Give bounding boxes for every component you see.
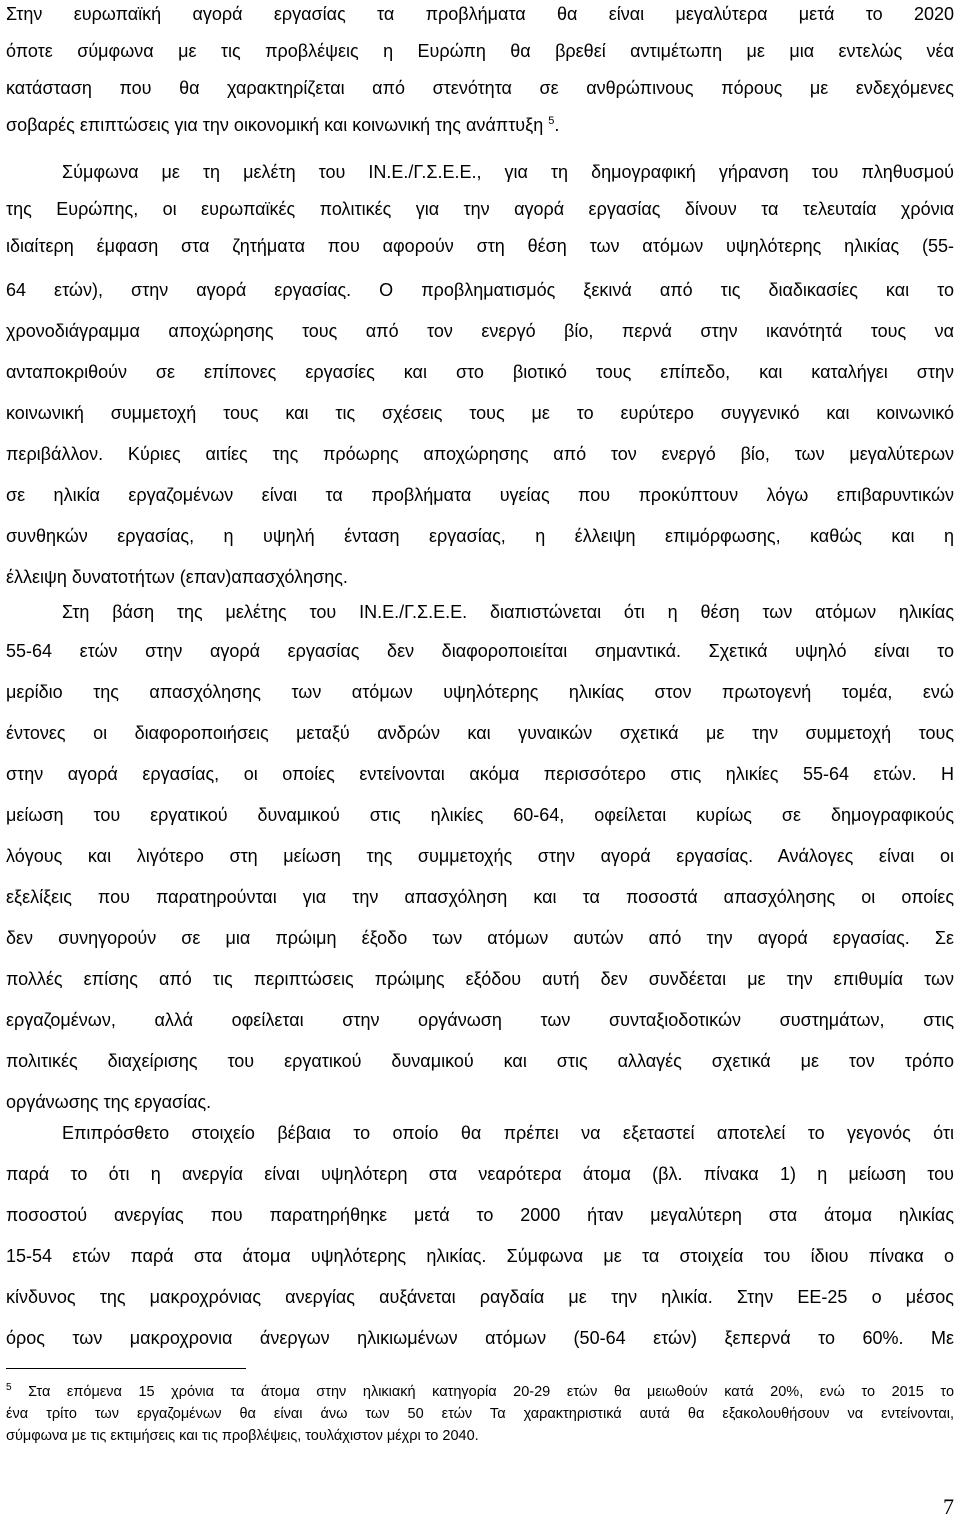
text-line: στην αγορά εργασίας, οι οποίες εντείνονται ακόμα περισσότερο στις ηλικίες 55-64 ετών. Η: [6, 764, 954, 784]
text-line: έντονες οι διαφοροποιήσεις μεταξύ ανδρών και γυναικών σχετικά με την συμμετοχή τους: [6, 723, 954, 743]
text-line: 15-54 ετών παρά στα άτομα υψηλότερης ηλικίας. Σύμφωνα με τα στοιχεία του ίδιου πίνακα ο: [6, 1246, 954, 1266]
page-number: 7: [943, 1494, 954, 1519]
text-line: εξελίξεις που παρατηρούνται για την απασχόληση και τα ποσοστά απασχόλησης οι οποίες: [6, 887, 954, 907]
text-line: κοινωνική συμμετοχή τους και τις σχέσεις τους με το ευρύτερο συγγενικό και κοινωνικό: [6, 403, 954, 423]
text-line: Στη βάση της μελέτης του ΙΝ.Ε./Γ.Σ.Ε.Ε. διαπιστώνεται ότι η θέση των ατόμων ηλικίας: [62, 602, 954, 622]
text-line: όρος των μακροχρονια άνεργων ηλικιωμένων ατόμων (50-64 ετών) ξεπερνά το 60%. Με: [6, 1328, 954, 1348]
footnote-separator: [6, 1368, 246, 1369]
footnote-line-content: Στα επόμενα 15 χρόνια τα άτομα στην ηλικιακή κατηγορία 20-29 ετών θα μειωθούν κατά 20%, ενώ το 2015 το: [28, 1384, 955, 1400]
text-line: Επιπρόσθετο στοιχείο βέβαια το οποίο θα πρέπει να εξεταστεί αποτελεί το γεγονός ότι: [62, 1123, 954, 1143]
text-line: της Ευρώπης, οι ευρωπαϊκές πολιτικές για την αγορά εργασίας δίνουν τα τελευταία χρόνια: [6, 199, 954, 219]
text-line: Στην ευρωπαϊκή αγορά εργασίας τα προβλήματα θα είναι μεγαλύτερα μετά το 2020: [6, 4, 954, 24]
text-line: ποσοστού ανεργίας που παρατηρήθηκε μετά το 2000 ήταν μεγαλύτερη στα άτομα ηλικίας: [6, 1205, 954, 1225]
text-line: ανταποκριθούν σε επίπονες εργασίες και στο βιοτικό τους επίπεδο, και καταλήγει στην: [6, 362, 954, 382]
footnote-line: ένα τρίτο των εργαζομένων θα είναι άνω των 50 ετών Τα χαρακτηριστικά αυτά θα εξακολουθήσουν να εντείνονται,: [6, 1406, 954, 1422]
text-line: εργαζομένων, αλλά οφείλεται στην οργάνωση των συνταξιοδοτικών συστημάτων, στις: [6, 1010, 954, 1030]
text-line: κατάσταση που θα χαρακτηρίζεται από στενότητα σε ανθρώπινους πόρους με ενδεχόμενες: [6, 78, 954, 98]
text-line: έλλειψη δυνατοτήτων (επαν)απασχόλησης.: [6, 567, 348, 587]
text-line-content: σοβαρές επιπτώσεις για την οικονομική και κοινωνική της ανάπτυξη: [6, 115, 544, 135]
sentence-end: .: [554, 115, 560, 135]
text-line: όποτε σύμφωνα με τις προβλέψεις η Ευρώπη θα βρεθεί αντιμέτωπη με μια εντελώς νέα: [6, 41, 954, 61]
text-line: πολλές επίσης από τις περιπτώσεις πρώιμης εξόδου αυτή δεν συνδέεται με την επιθυμία των: [6, 969, 954, 989]
footnote-reference[interactable]: 5: [548, 115, 555, 127]
text-line: πολιτικές διαχείρισης του εργατικού δυναμικού και στις αλλαγές σχετικά με τον τρόπο: [6, 1051, 954, 1071]
text-line: [6, 111, 954, 139]
text-line: συνθηκών εργασίας, η υψηλή ένταση εργασίας, η έλλειψη επιμόρφωσης, καθώς και η: [6, 526, 954, 546]
text-line: σε ηλικία εργαζομένων είναι τα προβλήματα υγείας που προκύπτουν λόγω επιβαρυντικών: [6, 485, 954, 505]
text-line: Σύμφωνα με τη μελέτη του ΙΝ.Ε./Γ.Σ.Ε.Ε., για τη δημογραφική γήρανση του πληθυσμού: [62, 162, 954, 182]
text-line: 64 ετών), στην αγορά εργασίας. Ο προβληματισμός ξεκινά από τις διαδικασίες και το: [6, 280, 954, 300]
text-line: χρονοδιάγραμμα αποχώρησης τους από τον ενεργό βίο, περνά στην ικανότητά τους να: [6, 321, 954, 341]
text-line: δεν συνηγορούν σε μια πρώιμη έξοδο των ατόμων αυτών από την αγορά εργασίας. Σε: [6, 928, 954, 948]
text-line: μείωση του εργατικού δυναμικού στις ηλικίες 60-64, οφείλεται κυρίως σε δημογραφικούς: [6, 805, 954, 825]
text-line: λόγους και λιγότερο στη μείωση της συμμετοχής στην αγορά εργασίας. Ανάλογες είναι οι: [6, 846, 954, 866]
footnote-line: σύμφωνα με τις εκτιμήσεις και τις προβλέψεις, τουλάχιστον μέχρι το 2040.: [6, 1428, 479, 1444]
text-line: οργάνωσης της εργασίας.: [6, 1092, 212, 1112]
text-line: περιβάλλον. Κύριες αιτίες της πρόωρης αποχώρησης από τον ενεργό βίο, των μεγαλύτερων: [6, 444, 954, 464]
text-line: μερίδιο της απασχόλησης των ατόμων υψηλότερης ηλικίας στον πρωτογενή τομέα, ενώ: [6, 682, 954, 702]
footnote-number: 5: [6, 1382, 12, 1394]
footnote-line: [6, 1381, 954, 1403]
text-line: κίνδυνος της μακροχρόνιας ανεργίας αυξάνεται ραγδαία με την ηλικία. Στην ΕΕ-25 ο μέσος: [6, 1287, 954, 1307]
text-line: ιδιαίτερη έμφαση στα ζητήματα που αφορούν στη θέση των ατόμων υψηλότερης ηλικίας (55-: [6, 236, 954, 256]
text-line: παρά το ότι η ανεργία είναι υψηλότερη στα νεαρότερα άτομα (βλ. πίνακα 1) η μείωση του: [6, 1164, 954, 1184]
text-line: 55-64 ετών στην αγορά εργασίας δεν διαφοροποιείται σημαντικά. Σχετικά υψηλό είναι το: [6, 641, 954, 661]
